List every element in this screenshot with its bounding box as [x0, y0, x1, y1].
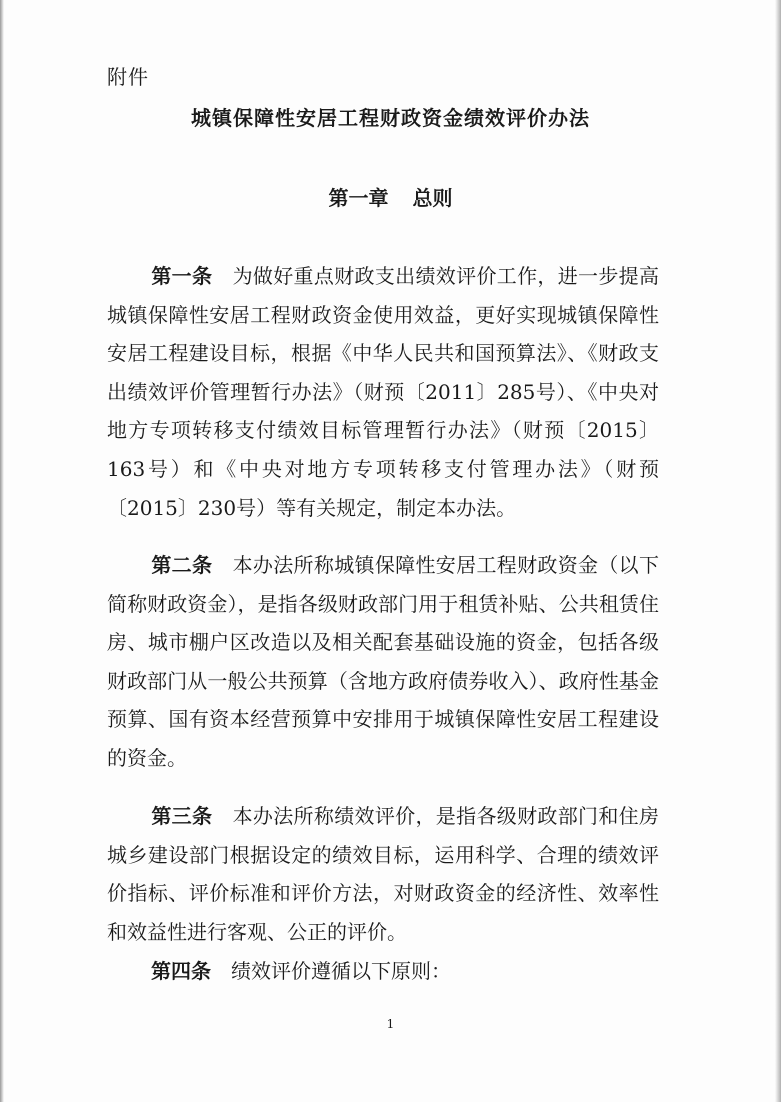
chapter-number: 第一章	[328, 186, 389, 210]
scan-edge-left	[0, 0, 4, 1102]
scan-edge-right	[775, 0, 781, 1102]
attachment-label: 附件	[107, 65, 149, 89]
article-3	[107, 797, 659, 951]
document-title: 城镇保障性安居工程财政资金绩效评价办法	[191, 106, 590, 130]
article-2	[107, 546, 659, 778]
article-text: 本办法所称绩效评价，是指各级财政部门和住房城乡建设部门根据设定的绩效目标，运用科学、合理的绩效评价指标、评价标准和评价方法，对财政资金的经济性、效率性和效益性进行客观、公正的评价。	[107, 804, 660, 944]
article-label: 第二条	[151, 553, 213, 577]
article-text: 本办法所称城镇保障性安居工程财政资金（以下简称财政资金），是指各级财政部门用于租赁补贴、公共租赁住房、城市棚户区改造以及相关配套基础设施的资金，包括各级财政部门从一般公共预算（含地方政府债券收入）、政府性基金预算、国有资本经营预算中安排用于城镇保障性安居工程建设的资金。	[107, 553, 660, 770]
chapter-name: 总则	[412, 186, 453, 210]
article-label: 第四条	[151, 959, 211, 983]
article-label: 第一条	[151, 264, 213, 288]
article-4	[107, 952, 659, 991]
article-1	[107, 257, 659, 527]
article-text: 绩效评价遵循以下原则：	[231, 959, 451, 983]
chapter-heading	[0, 182, 781, 211]
article-label: 第三条	[151, 804, 213, 828]
article-text: 为做好重点财政支出绩效评价工作，进一步提高城镇保障性安居工程财政资金使用效益，更好实现城镇保障性安居工程建设目标，根据《中华人民共和国预算法》、《财政支出绩效评价管理暂行办法》（财预〔2011〕285号）、《中央对地方专项转移支付绩效目标管理暂行办法》（财预〔2015〕163号）和《中央对地方专项转移支付管理办法》（财预〔2015〕230号）等有关规定，制定本办法。	[107, 264, 660, 520]
page-number: 1	[386, 1017, 395, 1031]
